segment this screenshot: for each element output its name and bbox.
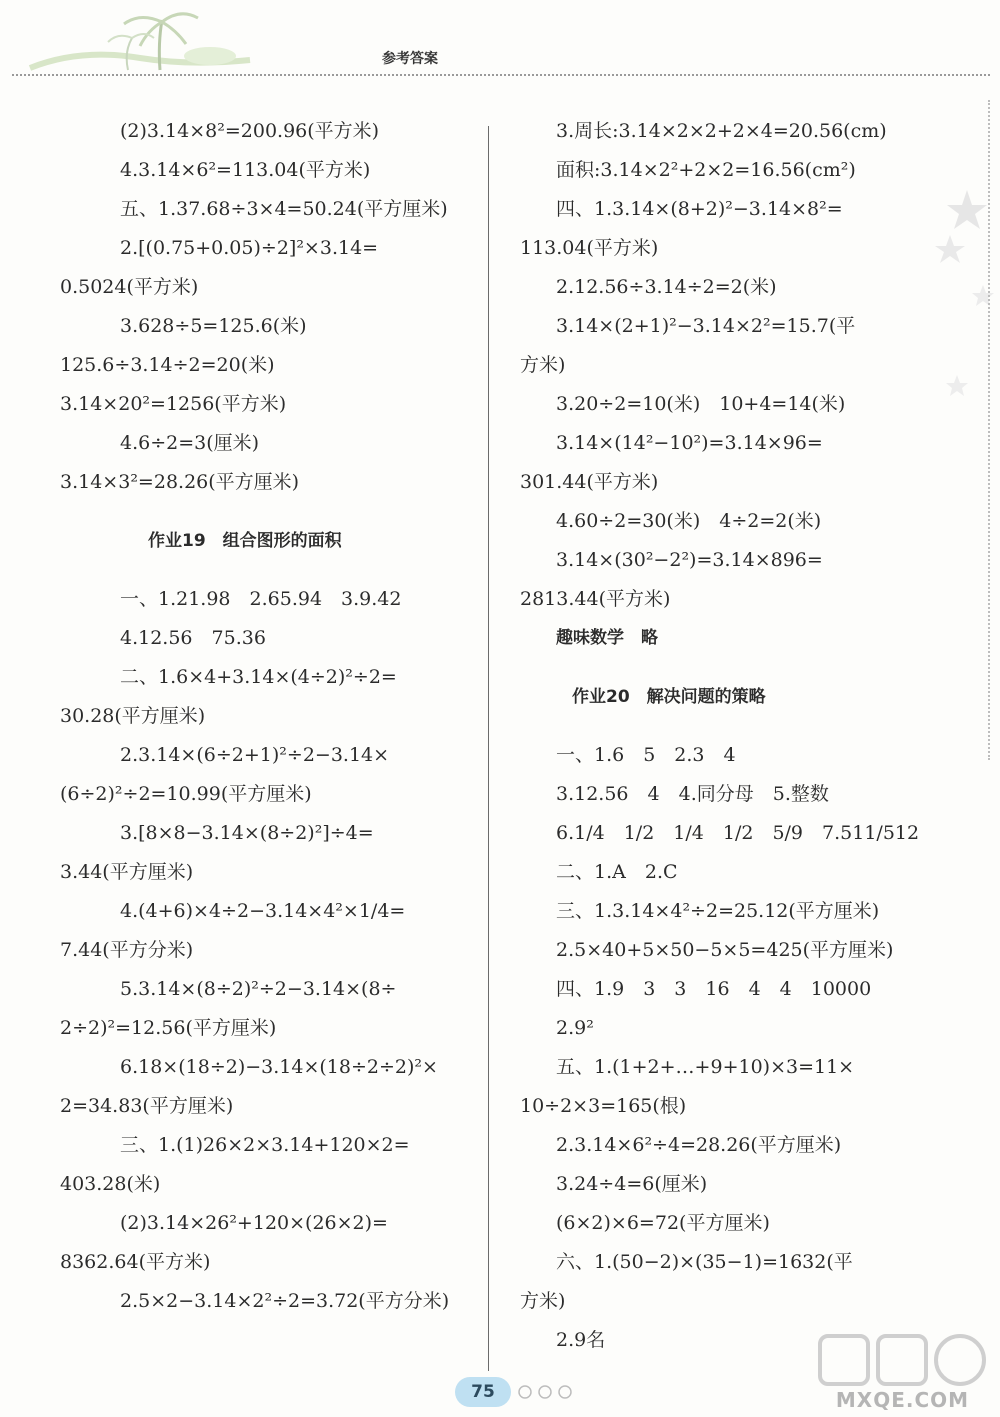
answer-line: 3.[8×8−3.14×(8÷2)²]÷4= (120, 822, 374, 844)
answer-line: (6×2)×6=72(平方厘米) (556, 1212, 770, 1234)
section-heading: 作业19 组合图形的面积 (148, 531, 342, 551)
answer-line: 0.5024(平方米) (60, 276, 199, 298)
fun-math-line: 趣味数学 略 (556, 628, 658, 648)
answer-line: 2.3.14×(6÷2+1)²÷2−3.14× (120, 744, 390, 766)
answer-line: 3.14×20²=1256(平方米) (60, 393, 287, 415)
answer-line: 125.6÷3.14÷2=20(米) (60, 354, 275, 376)
answer-line: 3.20÷2=10(米) 10+4=14(米) (556, 393, 846, 415)
answer-line: 30.28(平方厘米) (60, 705, 206, 727)
answer-line: 4.60÷2=30(米) 4÷2=2(米) (556, 510, 822, 532)
answer-line: 方米) (520, 354, 566, 376)
answer-line: 方米) (520, 1290, 566, 1312)
answer-line: 3.24÷4=6(厘米) (556, 1173, 708, 1195)
stars-decoration-icon (935, 180, 1000, 440)
answer-line: 2÷2)²=12.56(平方厘米) (60, 1017, 277, 1039)
right-dotted-rule (988, 100, 990, 760)
section-heading: 作业20 解决问题的策略 (572, 687, 766, 707)
answer-line: 113.04(平方米) (520, 237, 659, 259)
palm-tree-decoration-icon (20, 8, 260, 74)
answer-line: 2=34.83(平方厘米) (60, 1095, 234, 1117)
answer-line: 2.3.14×6²÷4=28.26(平方厘米) (556, 1134, 842, 1156)
answer-line: (2)3.14×26²+120×(26×2)= (120, 1212, 388, 1234)
left-column (60, 112, 500, 1321)
answer-line: 五、1.(1+2+…+9+10)×3=11× (556, 1056, 855, 1078)
answer-line: 3.12.56 4 4.同分母 5.整数 (556, 783, 829, 805)
answer-line: 二、1.6×4+3.14×(4÷2)²÷2= (120, 666, 397, 688)
answer-line: 6.18×(18÷2)−3.14×(18÷2÷2)²× (120, 1056, 438, 1078)
answer-line: 2.[(0.75+0.05)÷2]²×3.14= (120, 237, 379, 259)
circles-decoration-icon (515, 1384, 575, 1400)
answer-line: 2.5×2−3.14×2²÷2=3.72(平方分米) (120, 1290, 450, 1312)
answer-line: 六、1.(50−2)×(35−1)=1632(平 (556, 1251, 853, 1273)
answer-line: 2813.44(平方米) (520, 588, 671, 610)
answer-line: 四、1.9 3 3 16 4 4 10000 (556, 978, 872, 1000)
header-title: 参考答案 (382, 51, 438, 67)
watermark-text: MXQE.COM (835, 1388, 970, 1412)
answer-line: 2.9² (556, 1017, 594, 1039)
answer-line: 2.9名 (556, 1329, 606, 1351)
answer-line: 3.14×(2+1)²−3.14×2²=15.7(平 (556, 315, 856, 337)
answer-line: 4.(4+6)×4÷2−3.14×4²×1/4= (120, 900, 406, 922)
answer-line: 面积:3.14×2²+2×2=16.56(cm²) (556, 159, 856, 181)
watermark-logo-icon (810, 1330, 995, 1390)
answer-line: 403.28(米) (60, 1173, 161, 1195)
answer-line: 10÷2×3=165(根) (520, 1095, 687, 1117)
answer-line: 301.44(平方米) (520, 471, 659, 493)
answer-line: 7.44(平方分米) (60, 939, 194, 961)
answer-line: 3.14×3²=28.26(平方厘米) (60, 471, 300, 493)
page-number-badge: 75 (455, 1377, 511, 1407)
answer-line: 三、1.(1)26×2×3.14+120×2= (120, 1134, 410, 1156)
answer-line: 2.5×40+5×50−5×5=425(平方厘米) (556, 939, 894, 961)
page-header (0, 0, 1000, 80)
answer-line: 3.14×(14²−10²)=3.14×96= (556, 432, 823, 454)
answer-line: 3.628÷5=125.6(米) (120, 315, 307, 337)
answer-line: 四、1.3.14×(8+2)²−3.14×8²= (556, 198, 843, 220)
answer-line: 4.12.56 75.36 (120, 627, 266, 649)
answer-line: (6÷2)²÷2=10.99(平方厘米) (60, 783, 312, 805)
answer-line: 三、1.3.14×4²÷2=25.12(平方厘米) (556, 900, 880, 922)
answer-line: 3.14×(30²−2²)=3.14×896= (556, 549, 823, 571)
right-column (520, 112, 930, 1360)
answer-line: 5.3.14×(8÷2)²÷2−3.14×(8÷ (120, 978, 397, 1000)
answer-line: 4.3.14×6²=113.04(平方米) (120, 159, 371, 181)
answer-line: 一、1.21.98 2.65.94 3.9.42 (120, 588, 402, 610)
answer-line: 8362.64(平方米) (60, 1251, 211, 1273)
answer-line: 二、1.A 2.C (556, 861, 678, 883)
answer-line: 3.周长:3.14×2×2+2×4=20.56(cm) (556, 120, 887, 142)
answer-line: 2.12.56÷3.14÷2=2(米) (556, 276, 777, 298)
answer-line: (2)3.14×8²=200.96(平方米) (120, 120, 380, 142)
header-dotted-rule (12, 74, 990, 76)
answer-line: 6.1/4 1/2 1/4 1/2 5/9 7.511/512 (556, 822, 920, 844)
watermark (810, 1330, 995, 1415)
answer-line: 3.44(平方厘米) (60, 861, 194, 883)
answer-line: 五、1.37.68÷3×4=50.24(平方厘米) (120, 198, 448, 220)
answer-line: 一、1.6 5 2.3 4 (556, 744, 736, 766)
answer-line: 4.6÷2=3(厘米) (120, 432, 260, 454)
